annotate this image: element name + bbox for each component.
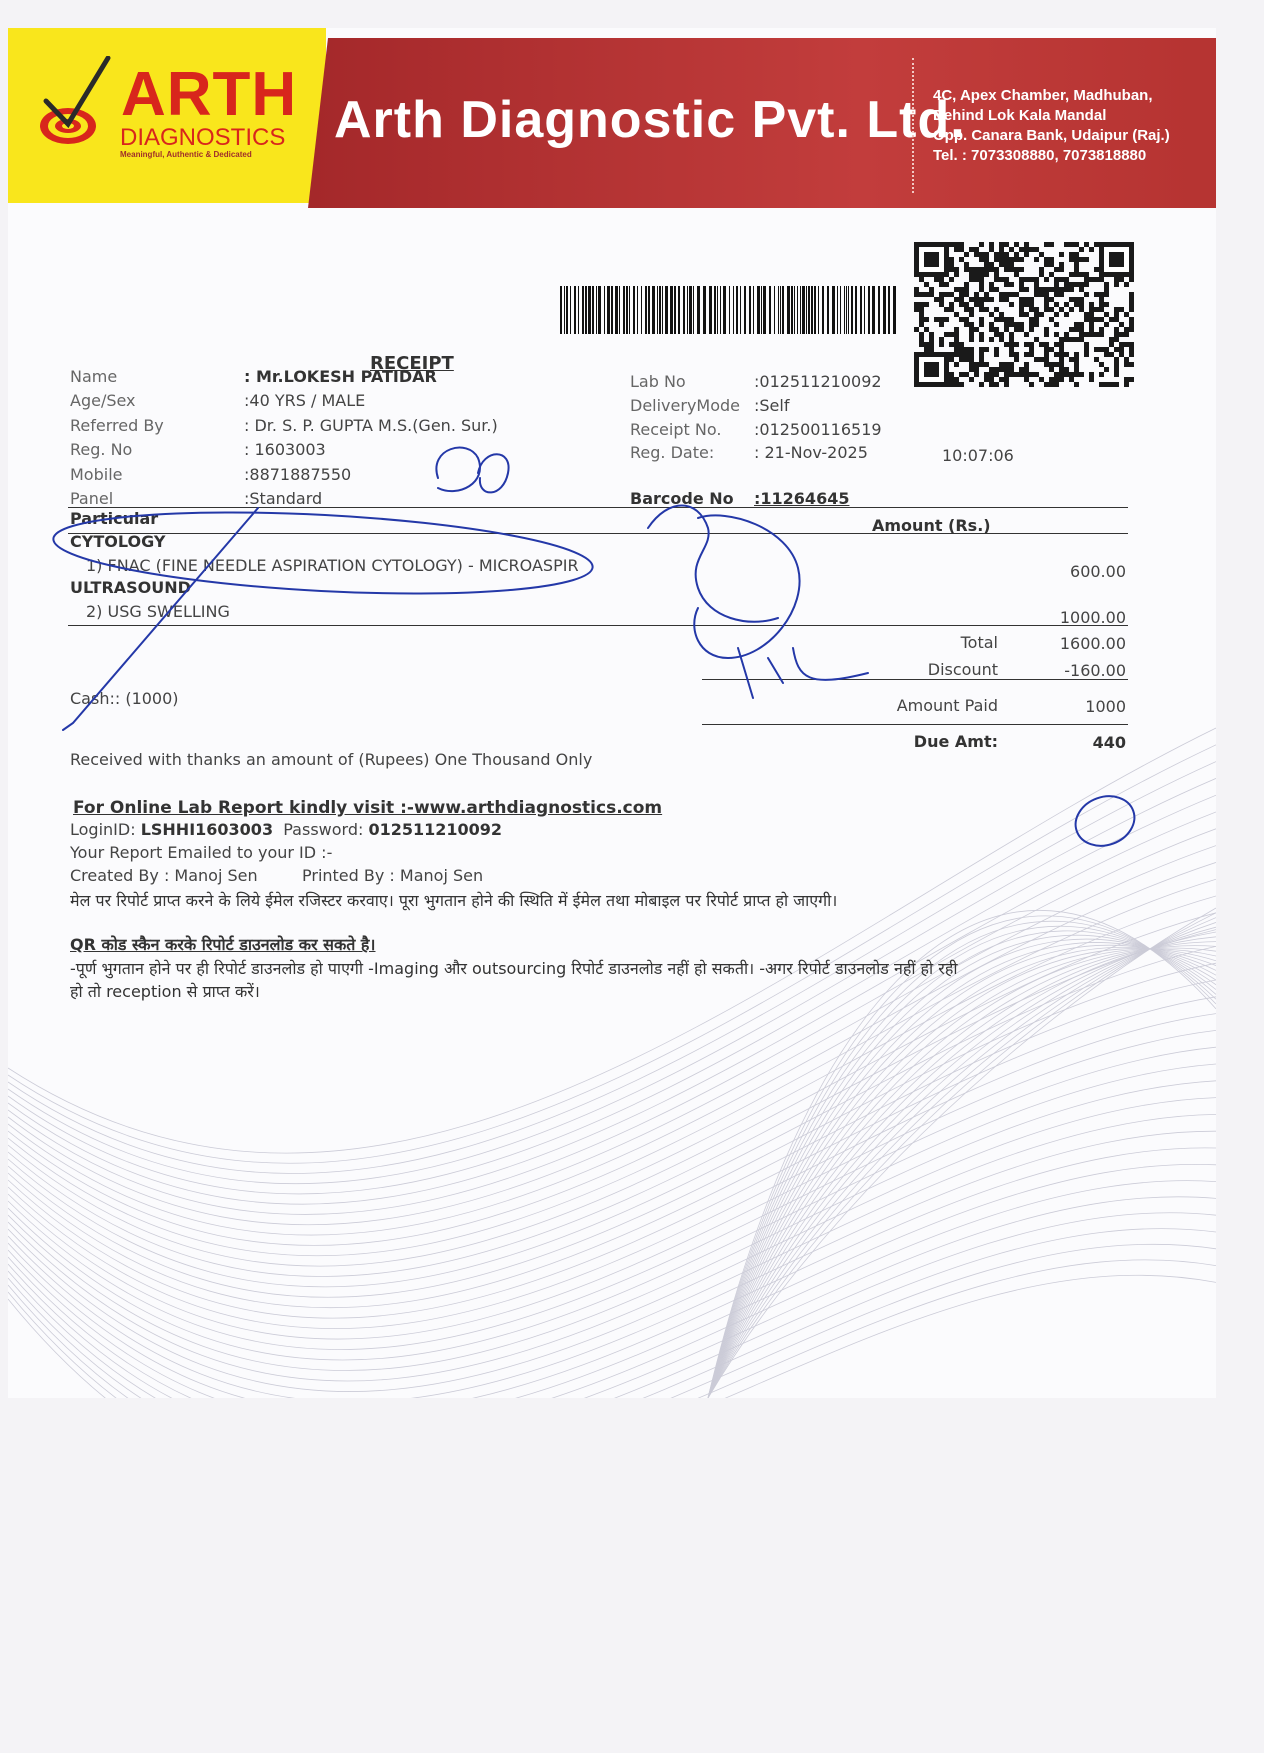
address-line: Tel. : 7073308880, 7073818880 [933,147,1147,164]
reg-no-value: : 1603003 [244,440,326,459]
test-amount: 1000.00 [1059,608,1126,627]
amount-paid-label: Amount Paid [896,696,998,715]
field-label: Age/Sex [70,391,136,410]
panel-value: :Standard [244,489,323,508]
hindi-qr-heading: QR कोड स्कैन करके रिपोर्ट डाउनलोड कर सकते है। [70,935,376,954]
company-name: Arth Diagnostic Pvt. Ltd. [334,91,966,149]
field-label: Lab No [630,372,686,391]
delivery-mode-value: :Self [754,396,790,415]
due-amount-label: Due Amt: [913,732,998,751]
discount-label: Discount [927,660,998,679]
logo-tagline: Meaningful, Authentic & Dedicated [120,150,252,159]
address-line: 4C, Apex Chamber, Madhuban, [933,87,1153,104]
hindi-reception-note: हो तो reception से प्राप्त करें। [70,982,260,1001]
password-value: 012511210092 [368,820,503,839]
cash-payment: Cash:: (1000) [70,689,179,708]
receipt-no-value: :012500116519 [754,420,882,439]
online-report-link[interactable]: For Online Lab Report kindly visit :-www.arthdiagnostics.com [73,798,663,818]
test-group: CYTOLOGY [70,532,166,551]
address-line: Behind Lok Kala Mandal [933,107,1107,124]
field-label: Referred By [70,416,164,435]
totals-bottom-rule [702,724,1128,725]
logo-subtitle: DIAGNOSTICS [120,124,286,151]
address-line: Opp. Canara Bank, Udaipur (Raj.) [933,127,1170,144]
hindi-email-note: मेल पर रिपोर्ट प्राप्त करने के लिये ईमेल रजिस्टर करवाए। पूरा भुगतान होने की स्थिति में ईमेल तथा मोबाइल पर रिपोर्ट प्राप्त हो जाएगी। [70,891,838,910]
discount-value: -160.00 [1064,661,1126,680]
field-label: Receipt No. [630,420,722,439]
total-label: Total [960,633,998,652]
reg-time-value: 10:07:06 [942,446,1014,465]
login-id-value: LSHHI1603003 [140,820,274,839]
totals-rule [702,679,1128,680]
qr-code-icon [914,242,1134,392]
due-amount-value: 440 [1092,733,1126,752]
header-divider [912,58,914,193]
reg-date-value: : 21-Nov-2025 [754,443,868,462]
logo-wordmark: ARTH [121,60,298,129]
barcode-icon [560,286,898,334]
age-sex-value: :40 YRS / MALE [244,391,366,410]
hindi-download-note: -पूर्ण भुगतान होने पर ही रिपोर्ट डाउनलोड हो पाएगी -Imaging और outsourcing रिपोर्ट डाउनलोड नहीं हो सकती। -अगर रिपोर्ट डाउनलोड नहीं हो रही [70,959,958,978]
field-label: Panel [70,489,114,508]
test-item: 1) FNAC (FINE NEEDLE ASPIRATION CYTOLOGY) - MICROASPIR [86,556,579,575]
received-amount-text: Received with thanks an amount of (Rupees) One Thousand Only [70,750,593,769]
login-id-label: LoginID: [70,820,136,839]
referred-by-value: : Dr. S. P. GUPTA M.S.(Gen. Sur.) [244,416,498,435]
field-label: DeliveryMode [630,396,741,415]
test-group: ULTRASOUND [70,578,191,597]
field-label: Mobile [70,465,123,484]
table-header-rule [68,533,1128,534]
lab-no-value: :012511210092 [754,372,882,391]
table-top-rule [68,507,1128,508]
barcode-number: :11264645 [754,489,850,508]
mobile-value: :8871887550 [244,465,352,484]
password-label: Password: [283,820,364,839]
printed-by: Printed By : Manoj Sen [302,866,484,885]
test-item: 2) USG SWELLING [86,602,230,621]
receipt-sheet [8,28,1216,1398]
column-amount: Amount (Rs.) [872,516,991,535]
amount-paid-value: 1000 [1085,697,1126,716]
column-particular: Particular [70,509,159,528]
field-label: Reg. No [70,440,133,459]
total-value: 1600.00 [1059,634,1126,653]
report-email-text: Your Report Emailed to your ID :- [70,843,333,862]
created-by: Created By : Manoj Sen [70,866,258,885]
receipt-title: RECEIPT [370,353,454,374]
field-label: Reg. Date: [630,443,715,462]
field-label: Name [70,367,118,386]
company-address [933,86,1170,166]
target-check-icon [38,56,118,156]
table-bottom-rule [68,625,1128,626]
patient-name: : Mr.LOKESH PATIDAR [244,367,437,386]
barcode-label: Barcode No [630,489,734,508]
test-amount: 600.00 [1070,562,1126,581]
